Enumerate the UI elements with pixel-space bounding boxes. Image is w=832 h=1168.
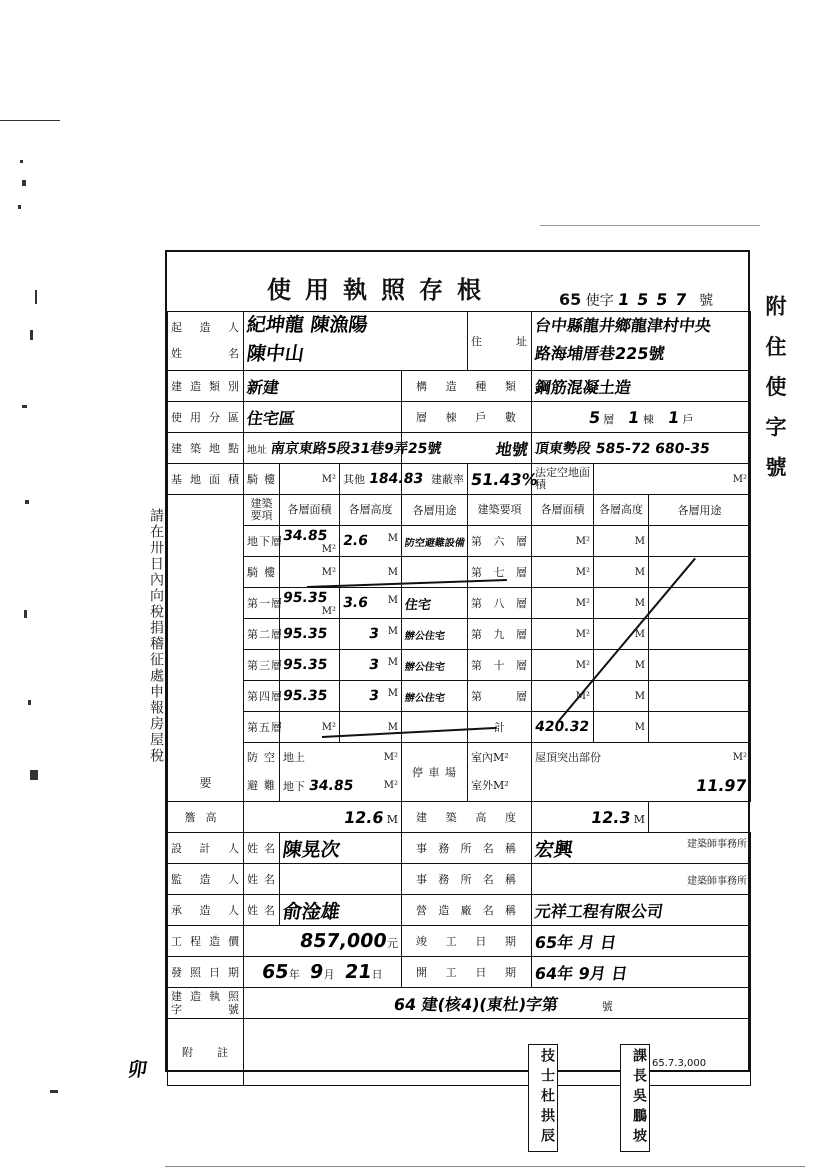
floor-row xyxy=(168,681,751,712)
floor-name-r: 第七層 xyxy=(468,557,532,588)
type-row xyxy=(168,371,751,402)
floor-height-r: M xyxy=(594,681,649,712)
completion-date: 65年 月 日 xyxy=(532,926,751,957)
designer-name: 陳晃次 xyxy=(280,833,402,864)
margin-scribble: 卯 xyxy=(126,1059,149,1081)
note-value xyxy=(244,1019,751,1086)
section-chief-stamp: 課長吳鵬坡 xyxy=(620,1044,650,1152)
designer-name-label: 姓名 xyxy=(244,833,280,864)
applicant-label: 起造人 姓名 xyxy=(168,312,244,371)
floor-use: 辦公住宅 xyxy=(402,619,468,650)
floor-height: 3 M xyxy=(340,681,402,712)
issue-date-label: 發照日期 xyxy=(168,957,244,988)
permit-table xyxy=(167,311,751,1086)
floor-height: M xyxy=(340,712,402,743)
floor-area-r: M² xyxy=(532,557,594,588)
note-row xyxy=(168,1019,751,1086)
contractor-name-label: 姓名 xyxy=(244,895,280,926)
permit-number: 65 使字 1557 號 xyxy=(559,290,714,309)
floor-use-r xyxy=(649,526,751,557)
floor-area: 34.85 M² xyxy=(280,526,340,557)
header-use-r: 各層用途 xyxy=(649,495,751,526)
floor-row xyxy=(168,619,751,650)
build-type-label: 建造類別 xyxy=(168,371,244,402)
zone-row xyxy=(168,402,751,433)
floor-use: 住宅 xyxy=(402,588,468,619)
cost-row xyxy=(168,926,751,957)
building-section-label: 要 xyxy=(168,495,244,802)
designer-office: 宏興 建築師事務所 xyxy=(532,833,751,864)
contractor-firm-label: 營造廠名稱 xyxy=(402,895,532,926)
ratio-value: 51.43% xyxy=(468,464,532,495)
floor-name-r: 第九層 xyxy=(468,619,532,650)
floor-height-r: M xyxy=(594,526,649,557)
floor-name: 第四層 xyxy=(244,681,280,712)
floor-area-r: M² xyxy=(532,681,594,712)
floor-area-r: M² xyxy=(532,526,594,557)
struct-type-label: 構造種類 xyxy=(402,371,532,402)
applicant-row xyxy=(168,312,751,371)
total-area: 420.32 xyxy=(532,712,594,743)
floor-height: 3 M xyxy=(340,619,402,650)
contractor-row xyxy=(168,895,751,926)
floor-name: 騎樓 xyxy=(244,557,280,588)
parking-values: 室內M² 室外M² xyxy=(468,743,532,802)
floor-use-r xyxy=(649,681,751,712)
designer-row xyxy=(168,833,751,864)
build-permit-row xyxy=(168,988,751,1019)
site-row xyxy=(168,433,751,464)
site-label: 建築地點 xyxy=(168,433,244,464)
designer-label: 設計人 xyxy=(168,833,244,864)
floor-name: 第五層 xyxy=(244,712,280,743)
floor-name: 第二層 xyxy=(244,619,280,650)
right-edge-text: 附 住 使 字 號 xyxy=(763,295,788,484)
floor-area-r: M² xyxy=(532,619,594,650)
floor-height: M xyxy=(340,557,402,588)
floor-row xyxy=(168,557,751,588)
arcade-value: M² xyxy=(280,464,340,495)
floor-row xyxy=(168,712,751,743)
start-date: 64年 9月 日 xyxy=(532,957,751,988)
floor-row xyxy=(168,526,751,557)
header-item: 建築要項 xyxy=(244,495,280,526)
floor-area: M² xyxy=(280,557,340,588)
shelter-values: 地上 M² 地下 34.85 M² xyxy=(280,743,402,802)
site-address: 地址 南京東路5段31巷9弄25號 xyxy=(244,433,402,464)
contractor-firm: 元祥工程有限公司 xyxy=(532,895,751,926)
parking-label: 停車場 xyxy=(402,743,468,802)
issue-date: 65年 9月 21日 xyxy=(244,957,402,988)
floor-area: 95.35 M² xyxy=(280,588,340,619)
address-label: 住址 xyxy=(468,312,532,371)
supervisor-name xyxy=(280,864,402,895)
floor-height-r: M xyxy=(594,588,649,619)
total-use xyxy=(649,712,751,743)
floor-use-r xyxy=(649,650,751,681)
site-area-label: 基地面積 xyxy=(168,464,244,495)
header-area-r: 各層面積 xyxy=(532,495,594,526)
height-row xyxy=(168,802,751,833)
floors-label: 層棟戶數 xyxy=(402,402,532,433)
floor-row xyxy=(168,588,751,619)
building-height-label: 建築高度 xyxy=(402,802,532,833)
shelter-row xyxy=(168,743,751,802)
header-use: 各層用途 xyxy=(402,495,468,526)
floor-name: 第三層 xyxy=(244,650,280,681)
floor-area-r: M² xyxy=(532,650,594,681)
cost-value: 857,000元 xyxy=(244,926,402,957)
permit-stub-form xyxy=(165,250,750,1072)
supervisor-name-label: 姓名 xyxy=(244,864,280,895)
floor-height-r: M xyxy=(594,619,649,650)
header-item-r: 建築要項 xyxy=(468,495,532,526)
building-height-value: 12.3 M xyxy=(532,802,649,833)
floor-height: 2.6 M xyxy=(340,526,402,557)
ratio-label: 建蔽率 xyxy=(402,464,468,495)
floor-use: 辦公住宅 xyxy=(402,681,468,712)
floors-value: 5 層 1 棟 1 戶 xyxy=(532,402,751,433)
area-row xyxy=(168,464,751,495)
floor-area: M² xyxy=(280,712,340,743)
tax-notice: 請在卅日內向稅捐稽征處申報房屋稅 xyxy=(148,508,164,764)
zone-label: 使用分區 xyxy=(168,402,244,433)
shelter-label: 防空 避難 xyxy=(244,743,280,802)
build-type-value: 新建 xyxy=(244,371,402,402)
zone-value: 住宅區 xyxy=(244,402,402,433)
applicant-address: 台中縣龍井鄉龍津村中央 路海埔厝巷225號 xyxy=(532,312,751,371)
floor-use: 辦公住宅 xyxy=(402,650,468,681)
form-title: 使用執照存根 xyxy=(267,275,495,304)
total-label: 計 xyxy=(468,712,532,743)
contractor-label: 承造人 xyxy=(168,895,244,926)
floor-area: 95.35 xyxy=(280,681,340,712)
header-height: 各層高度 xyxy=(340,495,402,526)
floor-height: 3 M xyxy=(340,650,402,681)
header-height-r: 各層高度 xyxy=(594,495,649,526)
technician-stamp: 技士杜拱辰 xyxy=(528,1044,558,1152)
floor-name-r: 第 層 xyxy=(468,681,532,712)
floor-area: 95.35 xyxy=(280,619,340,650)
build-permit-number: 64 建(核4)(東杜)字第 號 xyxy=(244,988,751,1019)
cost-label: 工程造價 xyxy=(168,926,244,957)
floor-use-r xyxy=(649,557,751,588)
lot-label: 地號 xyxy=(402,433,532,464)
floor-height-r: M xyxy=(594,650,649,681)
floor-use xyxy=(402,712,468,743)
issue-row xyxy=(168,957,751,988)
supervisor-office: 建築師事務所 xyxy=(532,864,751,895)
floor-name-r: 第十層 xyxy=(468,650,532,681)
total-height: M xyxy=(594,712,649,743)
floor-use-r xyxy=(649,619,751,650)
floor-name: 第一層 xyxy=(244,588,280,619)
note-label: 附註 xyxy=(168,1019,244,1086)
legal-space-label: 法定空地面積 xyxy=(532,464,594,495)
floor-height-r: M xyxy=(594,557,649,588)
struct-type-value: 鋼筋混凝土造 xyxy=(532,371,751,402)
supervisor-label: 監造人 xyxy=(168,864,244,895)
header-area: 各層面積 xyxy=(280,495,340,526)
arcade-label: 騎樓 xyxy=(244,464,280,495)
floor-name-r: 第八層 xyxy=(468,588,532,619)
applicant-names: 紀坤龍 陳漁陽 陳中山 xyxy=(244,312,468,371)
completion-label: 竣工日期 xyxy=(402,926,532,957)
eave-height-value: 12.6 M xyxy=(244,802,402,833)
eave-height-label: 簷高 xyxy=(168,802,244,833)
roof-part: 屋頂突出部份 M² 11.97 xyxy=(532,743,751,802)
floor-name-r: 第六層 xyxy=(468,526,532,557)
contractor-name: 俞淦雄 xyxy=(280,895,402,926)
floor-name: 地下層 xyxy=(244,526,280,557)
lot-value: 頂東勢段 585-72 680-35 xyxy=(532,433,751,464)
designer-office-label: 事務所名稱 xyxy=(402,833,532,864)
floor-row xyxy=(168,650,751,681)
supervisor-row xyxy=(168,864,751,895)
other-area: 其他 184.83 xyxy=(340,464,402,495)
bottom-print: 65.7.3,000 xyxy=(652,1058,707,1069)
start-date-label: 開工日期 xyxy=(402,957,532,988)
floor-area-r: M² xyxy=(532,588,594,619)
floor-header-row xyxy=(168,495,751,526)
floor-use: 防空避難設備 xyxy=(402,526,468,557)
legal-space-value: M² xyxy=(594,464,751,495)
floor-height: 3.6 M xyxy=(340,588,402,619)
build-permit-label: 建造執照 字號 xyxy=(168,988,244,1019)
floor-area: 95.35 xyxy=(280,650,340,681)
supervisor-office-label: 事務所名稱 xyxy=(402,864,532,895)
